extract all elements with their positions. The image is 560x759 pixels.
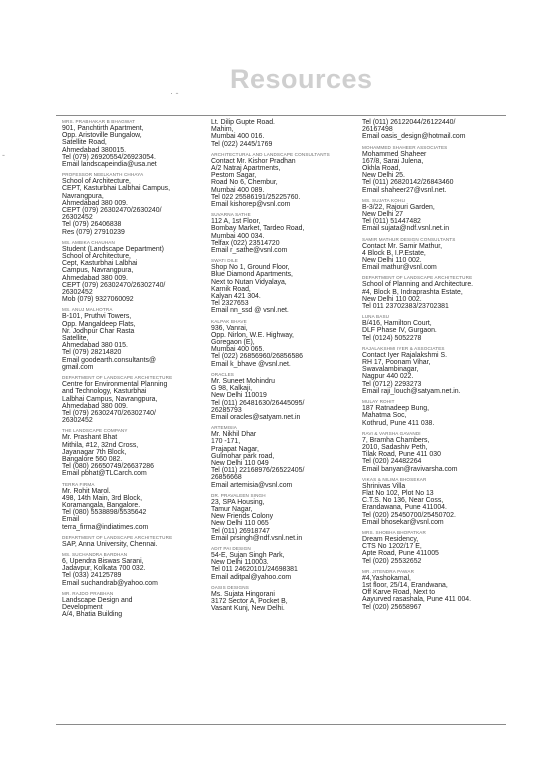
entry-line: Shop No 1, Ground Floor, <box>211 264 290 272</box>
entry-line: 26302452 <box>62 289 93 297</box>
directory-entry <box>362 399 504 427</box>
entry-line: Ahmedabad 380 015. <box>62 342 128 350</box>
directory-entry <box>211 258 353 314</box>
entry-line: B-3/22, Rajouri Garden, <box>362 203 435 211</box>
entry-heading: MR. RAJDO PRABHAN <box>62 590 114 596</box>
directory-entry <box>62 375 204 424</box>
entry-line: Contact Iyer Rajalakshmi S. <box>362 351 448 359</box>
directory-entry <box>362 145 504 194</box>
entry-email: Email <box>62 516 80 524</box>
entry-heading: MS. SUCHANDRA BARDHAN <box>62 551 128 557</box>
entry-line: Bombay Market, Tardeo Road, <box>211 225 305 233</box>
entry-heading: MULAY ROHIT <box>362 399 395 405</box>
entry-line: B/416, Hamilton Court, <box>362 320 432 328</box>
entry-line: 4 Block B, I.P.Estate, <box>362 249 426 257</box>
entry-line: Apte Road, Pune 411005 <box>362 550 439 558</box>
entry-line: Mahatma Soc, <box>362 412 407 420</box>
entry-line: Mumbai 400 016. <box>211 133 265 141</box>
entry-heading: RAJALAKSHMI IYER & ASSOCIATES <box>362 345 445 351</box>
entry-heading: ADIT PAI DESIGN <box>211 545 251 551</box>
entry-line: Tel (011) 26122044/26122440/ <box>362 119 456 126</box>
entry-line: 2010, Sadashiv Peth, <box>362 443 428 451</box>
entry-line: 112 A, 1st Floor, <box>211 218 261 226</box>
entry-line: Tel (011) 22168976/26522405/ <box>211 467 305 475</box>
entry-line: Ahmedabad 380015. <box>62 146 126 154</box>
directory-entry <box>62 119 204 168</box>
directory-entry <box>211 546 353 581</box>
entry-line: 26302452 <box>62 214 93 222</box>
directory-entry <box>362 119 504 141</box>
entry-heading: TERRA FIRMA <box>62 481 95 487</box>
entry-line: terra_firma@indiatimes.com <box>62 523 149 531</box>
entry-heading: LUNA BASU <box>362 314 390 320</box>
entry-line: Tamur Nagar, <box>211 505 253 513</box>
entry-line: Ahmedabad 380 009. <box>62 199 128 207</box>
entry-heading: MOHAMMED SHAHEER ASSOCIATES <box>362 144 448 150</box>
entry-email: Email bhosekar@vsnl.com <box>362 518 444 526</box>
directory-entry <box>62 535 204 548</box>
entry-line: DLF Phase IV, Gurgaon. <box>362 327 437 335</box>
entry-heading: ARTEMISIA <box>211 425 238 431</box>
entry-line: 7, Bramha Chambers, <box>362 436 430 444</box>
entry-heading: SUVARNA SATHE <box>211 212 251 218</box>
entry-line: Mohammed Shaheer <box>362 150 427 158</box>
entry-line: Kothrud, Pune 411 038. <box>362 419 435 427</box>
entry-line: 498, 14th Main, 3rd Block, <box>62 494 143 502</box>
entry-line: Tel (079) 28214820 <box>62 349 122 357</box>
entry-line: Shrinivas Villa <box>362 482 406 490</box>
entry-line: Tel 011 24620101/24698381 <box>211 566 298 574</box>
entry-line: Tel (011) 51447482 <box>362 218 421 226</box>
entry-line: Tel (020) 25658967 <box>362 603 422 611</box>
entry-heading: ARCHITECTURAL AND LANDSCAPE CONSULTANTS <box>211 151 330 157</box>
entry-line: Tel (079) 26920554/26923054. <box>62 153 156 161</box>
entry-line: New Friends Colony <box>211 513 274 521</box>
directory-entry <box>62 172 204 236</box>
entry-line: Mumbai 400 065. <box>211 346 265 354</box>
entry-heading: MRS. PRABHAKAR B BHAGWAT <box>62 119 136 124</box>
entry-email: Email aditpal@yahoo.com <box>211 573 292 581</box>
entry-line: CEPT, Kasturbhai Lalbhai Campus, <box>62 185 171 193</box>
entry-line: 26285793 <box>211 406 242 414</box>
directory-entry <box>211 585 353 613</box>
entry-line: 26302452 <box>62 417 93 425</box>
entry-line: Kalyan 421 304. <box>211 293 261 301</box>
entry-line: Erandawana, Pune 411004. <box>362 504 447 512</box>
entry-line: Road No 6, Chembur, <box>211 179 278 187</box>
entry-line: Mr. Nikhil Dhar <box>211 431 257 439</box>
entry-heading: DEPARTMENT OF LANDSCAPE ARCHITECTURE <box>362 275 473 281</box>
entry-line: Cept, Kasturbhai Lalbhai <box>62 260 138 268</box>
entry-email: Email oasis_design@hotmail.com <box>362 133 466 141</box>
entry-email: Email k_bhave @vsnl.net. <box>211 360 291 368</box>
entry-line: Tel (020) 25450700/25450702. <box>362 511 456 519</box>
entry-line: New Delhi 27 <box>362 211 403 219</box>
entry-line: Tel (022) 26856960/26856586 <box>211 353 303 361</box>
entry-line: Nr. Jodhpur Char Rasta <box>62 327 135 335</box>
directory-column-3 <box>362 119 504 615</box>
entry-line: New Delhi 110003. <box>211 559 269 567</box>
entry-line: New Delhi 110 002. <box>362 257 422 265</box>
entry-line: Campus, Navrangpura, <box>62 267 134 275</box>
entry-email: Email goodearth.consultants@ <box>62 356 156 364</box>
entry-line: RH 17, Poonam Vihar, <box>362 359 431 367</box>
entry-line: Mithila, #12, 32nd Cross, <box>62 441 139 449</box>
entry-heading: DR. PRAVALEEN SINGH <box>211 492 266 498</box>
entry-line: 54-E, Sujan Singh Park, <box>211 551 285 559</box>
entry-line: 187 Ratnadeep Bung, <box>362 405 430 413</box>
entry-line: Mob (079) 9327060092 <box>62 296 134 304</box>
directory-column-2 <box>211 119 353 616</box>
entry-line: New Delhi 25. <box>362 172 405 180</box>
entry-line: #4,Yashokamal, <box>362 574 411 582</box>
entry-line: Contact Mr. Samir Mathur, <box>362 242 443 250</box>
entry-line: CEPT (079) 26302470/2630240/ <box>62 207 162 215</box>
entry-email: Email oracles@satyam.net.in <box>211 413 301 421</box>
entry-line: Goregaon (E), <box>211 339 255 347</box>
entry-line: Lt. Dilip Gupte Road. <box>211 119 275 126</box>
directory-entry <box>362 346 504 395</box>
entry-line: Pestom Sagar, <box>211 172 257 180</box>
entry-line: 26167498 <box>362 126 393 134</box>
entry-heading: OASIS DESIGNS <box>211 584 249 590</box>
entry-line: Tel (011) 26820142/26843460 <box>362 179 454 187</box>
entry-line: Tel 022 25586191/25225760. <box>211 193 301 201</box>
directory-entry <box>62 428 204 477</box>
entry-line: Bangalore 560 082. <box>62 455 123 463</box>
entry-line: Tel 011 23702383/23702381 <box>362 303 449 311</box>
entry-line: Tel 2327653 <box>211 300 249 308</box>
entry-line: New Delhi 110 002. <box>362 295 422 303</box>
entry-line: Tel (020) 24482264 <box>362 458 422 466</box>
directory-entry <box>211 493 353 542</box>
entry-line: Blue Diamond Apartments, <box>211 271 293 279</box>
entry-line: Lalbhai Campus, Navrangpura, <box>62 395 158 403</box>
entry-line: Jadavpur, Kolkata 700 032. <box>62 565 146 573</box>
entry-heading: THE LANDSCAPE COMPANY <box>62 428 128 434</box>
entry-heading: SAMIR MATHUR DESIGN CONSULTANTS <box>362 236 456 242</box>
directory-entry <box>362 198 504 233</box>
entry-line: Flat No 102, Plot No 13 <box>362 489 434 497</box>
entry-line: New Delhi 110019 <box>211 392 267 400</box>
directory-entry <box>211 425 353 489</box>
entry-line: Mumbai 400 034. <box>211 232 265 240</box>
entry-heading: MS. AMBIKA CHAUHAN <box>62 239 115 245</box>
entry-line: Satellite Road, <box>62 139 107 147</box>
entry-email: Email kishorep@vsnl.com <box>211 201 291 209</box>
entry-line: 3172 Sector A, Pocket B, <box>211 597 288 605</box>
entry-line: Off Karve Road, Next to <box>362 589 436 597</box>
entry-heading: KALPAK BHAVE <box>211 318 247 324</box>
entry-line: Telfax (022) 23514720 <box>211 239 280 247</box>
entry-line: Centre for Environmental Planning <box>62 381 168 389</box>
entry-line: Ahmedabad 380 009. <box>62 274 128 282</box>
entry-heading: RAVI & VARSHA GAVANDI <box>362 430 421 436</box>
entry-email: Email banyan@ravivarsha.com <box>362 465 458 473</box>
entry-email: Email shaheer27@vsnl.net. <box>362 186 447 194</box>
entry-line: Tel (022) 2445/1769 <box>211 140 273 148</box>
entry-line: 901, Panchtirth Apartment, <box>62 125 144 132</box>
entry-line: 936, Vanrai, <box>211 324 248 332</box>
entry-line: CEPT (079) 26302470/26302740/ <box>62 281 166 289</box>
entry-line: Landscape Design and <box>62 596 133 604</box>
entry-email: Email landscapeindia@usa.net <box>62 161 157 169</box>
entry-line: Mr. Suneet Mohindru <box>211 377 275 385</box>
directory-column-1 <box>62 119 204 622</box>
entry-heading: PROFESSOR NEELKANTH CHHAYA <box>62 172 144 178</box>
entry-line: A/2 Natraj Apartments, <box>211 165 281 173</box>
entry-line: 6, Upendra Biswas Sarani, <box>62 557 144 565</box>
page-title: Resources <box>230 64 373 94</box>
entry-email: Email suchandrab@yahoo.com <box>62 579 158 587</box>
entry-line: Satellite, <box>62 335 89 343</box>
entry-email: Email prsingh@ndf.vsnl.net.in <box>211 534 303 542</box>
entry-line: Okhla Road, <box>362 165 401 173</box>
directory-entry <box>362 530 504 565</box>
entry-line: Opp. Aristoville Bungalow, <box>62 132 142 140</box>
entry-line: Navrangpura, <box>62 192 104 200</box>
scan-mark-left: - <box>2 150 5 160</box>
entry-line: Swavalambinagar, <box>362 366 419 374</box>
entry-line: Next to Nutan Vidyalaya, <box>211 278 287 286</box>
entry-line: Tel (080) 5538898/5535642 <box>62 509 147 517</box>
entry-heading: MR. JITENDRA PAWAR <box>362 568 415 574</box>
entry-email: Email artemisia@vsnl.com <box>211 481 293 489</box>
entry-line: SAP, Anna University, Chennai. <box>62 540 158 548</box>
entry-line: Tel (033) 24125789 <box>62 572 122 580</box>
entry-line: B-101, Pruthvi Towers, <box>62 313 132 321</box>
entry-line: Dream Residency, <box>362 535 419 543</box>
entry-line: Res (079) 27910239 <box>62 228 125 236</box>
entry-line: Tilak Road, Pune 411 030 <box>362 451 441 459</box>
entry-line: School of Architecture, <box>62 253 131 261</box>
entry-email: Email nn_ssd @ vsnl.net. <box>211 307 289 315</box>
entry-line: Opp. Nirlon, W.E. Highway, <box>211 331 294 339</box>
entry-line: Nagpur 440 022. <box>362 373 414 381</box>
entry-line: 1st floor, 25/14, Erandwana, <box>362 581 448 589</box>
directory-entry <box>211 212 353 254</box>
entry-heading: MRS. SHOBHA BHOPATKAR <box>362 529 426 535</box>
entry-email: Email sujata@ndf.vsnl.net.in <box>362 225 450 233</box>
entry-line: Tel (079) 26302470/26302740/ <box>62 409 156 417</box>
entry-heading: VIKAS & NILIMA BHOSEKAR <box>362 476 427 482</box>
entry-line: CTS No 1202/17 E, <box>362 543 422 551</box>
entry-heading: ORACLES <box>211 371 235 377</box>
entry-line: School of Architecture, <box>62 178 131 186</box>
entry-line: and Technology, Kasturbhai <box>62 388 147 396</box>
directory-entry <box>362 275 504 310</box>
entry-line: Jayanagar 7th Block, <box>62 448 127 456</box>
entry-heading: SWATI DILE <box>211 258 239 264</box>
entry-line: Prajapat Nagar, <box>211 445 259 453</box>
entry-line: Tel (079) 26406838 <box>62 221 122 229</box>
entry-heading: DEPARTMENT OF LANDSCAPE ARCHITECTURE <box>62 375 173 381</box>
entry-line: Vasant Kunj, New Delhi. <box>211 605 285 613</box>
directory-entry <box>62 552 204 587</box>
entry-line: Mr. Prashant Bhat <box>62 434 118 442</box>
entry-line: Ahmedabad 380 009. <box>62 402 128 410</box>
directory-entry <box>211 372 353 421</box>
entry-line: 23, SPA Housing, <box>211 498 265 506</box>
entry-email: Email mathur@vsnl.com <box>362 264 437 272</box>
entry-line: Tel (020) 25532652 <box>362 557 422 565</box>
directory-entry <box>211 319 353 368</box>
entry-line: 26856668 <box>211 474 242 482</box>
entry-line: gmail.com <box>62 363 94 371</box>
entry-line: A/4, Bhatia Building <box>62 611 123 619</box>
entry-line: New Delhi 110 049 <box>211 459 269 467</box>
entry-line: Tel (0712) 2293273 <box>362 380 422 388</box>
entry-line: Development <box>62 603 103 611</box>
entry-line: Mr. Rohit Marol. <box>62 487 111 495</box>
directory-entry <box>362 314 504 342</box>
entry-heading: MS. SUJATA KOHLI <box>362 197 406 203</box>
entry-line: Tel (011) 26481630/26445095/ <box>211 399 305 407</box>
entry-line: New Delhi 110 065 <box>211 520 269 528</box>
entry-line: Tel (0124) 5052278 <box>362 334 422 342</box>
entry-line: C.T.S. No 136, Near Coss, <box>362 497 444 505</box>
entry-line: Koramangala, Bangalore. <box>62 501 141 509</box>
entry-line: Mumbai 400 089. <box>211 186 265 194</box>
entry-line: 170 -171, <box>211 438 241 446</box>
entry-line: Tel (080) 26650749/26637286 <box>62 463 154 471</box>
entry-line: Student (Landscape Department) <box>62 245 164 253</box>
directory-entry <box>211 119 353 148</box>
entry-email: Email pbhat@TLCarch.com <box>62 470 147 478</box>
directory-entry <box>362 569 504 611</box>
directory-entry <box>362 477 504 526</box>
directory-entry <box>362 237 504 272</box>
entry-line: Mahim, <box>211 126 234 134</box>
entry-line: Tel (011) 26918747 <box>211 527 270 535</box>
entry-line: Ms. Sujata Hingorani <box>211 590 275 598</box>
entry-line: 167/8, Sarai Julena, <box>362 157 424 165</box>
entry-email: Email raji_louch@satyam.net.in. <box>362 387 461 395</box>
entry-line: Gulmohar park road, <box>211 452 275 460</box>
entry-heading: DEPARTMENT OF LANDSCAPE ARCHITECTURE <box>62 534 173 540</box>
entry-line: G 98, Kalkaji, <box>211 385 252 393</box>
entry-line: School of Planning and Architecture. <box>362 281 474 289</box>
directory-entry <box>362 431 504 473</box>
scan-mark-top: · - <box>170 88 179 98</box>
directory-entry <box>62 240 204 304</box>
directory-entry <box>62 591 204 619</box>
entry-line: Karnik Road, <box>211 285 251 293</box>
directory-entry <box>62 482 204 531</box>
entry-line: Contact Mr. Kishor Pradhan <box>211 157 296 165</box>
entry-line: #4, Block B, Indraprashta Estate, <box>362 288 463 296</box>
entry-line: Aayurved rasashala, Pune 411 004. <box>362 596 472 604</box>
directory-entry <box>211 152 353 208</box>
directory-entry <box>62 307 204 371</box>
entry-email: Email r_sathe@vsnl.com <box>211 247 288 255</box>
entry-line: Opp. Mangaldeep Flats, <box>62 320 136 328</box>
entry-heading: MS. ANUJ MALHOTRA <box>62 307 113 313</box>
